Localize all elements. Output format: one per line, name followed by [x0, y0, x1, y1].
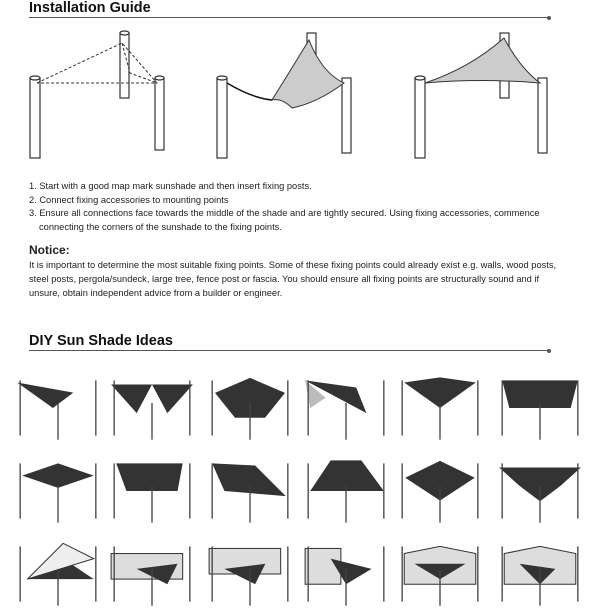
step3-illustration [410, 28, 560, 163]
shade-idea-5-illustration [394, 372, 486, 444]
shade-idea-3-illustration [204, 372, 296, 444]
step-1: 1. Start with a good map mark sunshade and then insert fixing posts. [29, 181, 312, 191]
shade-idea-11-illustration [394, 455, 486, 527]
shade-idea-6-illustration [494, 372, 586, 444]
installation-steps [29, 180, 559, 234]
installation-guide-heading: Installation Guide [29, 0, 151, 16]
shade-idea-1-illustration [12, 372, 104, 444]
shade-idea-8-illustration [106, 455, 198, 527]
step2-illustration [212, 28, 362, 163]
shade-idea-16-illustration [300, 538, 392, 610]
shade-idea-7-illustration [12, 455, 104, 527]
shade-idea-9-illustration [204, 455, 296, 527]
notice-text: It is important to determine the most suitable fixing points. Some of these fixing points could already exist e.g. walls, wood posts, steel posts, pergola/sundeck, large tree, fence post or fascia. You should ensure all fixing points are structurally sound and if unsure, obtain independent advice from a builder or engineer. [29, 260, 557, 298]
shade-idea-14-illustration [106, 538, 198, 610]
shade-idea-10-illustration [300, 455, 392, 527]
shade-idea-4-illustration [300, 372, 392, 444]
notice-heading: Notice: [29, 243, 70, 257]
diy-ideas-heading: DIY Sun Shade Ideas [29, 333, 173, 349]
shade-idea-18-illustration [494, 538, 586, 610]
shade-idea-13-illustration [12, 538, 104, 610]
step-3: 3. Ensure all connections face towards the middle of the shade and are tightly secured. Using fixing accessories, commence connecting the corners of the sunshade to the fixing points. [29, 208, 540, 232]
shade-idea-17-illustration [394, 538, 486, 610]
shade-idea-15-illustration [204, 538, 296, 610]
step-2: 2. Connect fixing accessories to mounting points [29, 194, 229, 205]
shade-idea-2-illustration [106, 372, 198, 444]
heading-divider [29, 17, 549, 18]
step1-illustration [25, 28, 175, 163]
ideas-divider [29, 350, 549, 351]
shade-idea-12-illustration [494, 455, 586, 527]
